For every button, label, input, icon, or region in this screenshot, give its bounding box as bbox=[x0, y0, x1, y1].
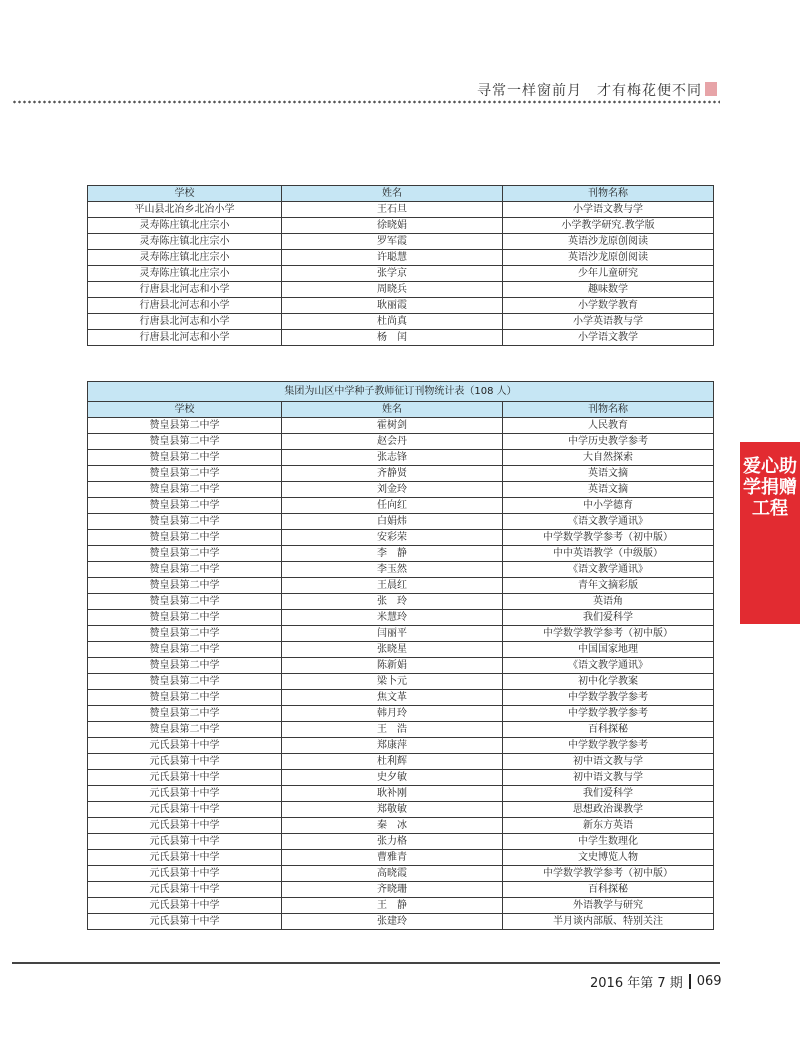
cell-journal: 百科探秘 bbox=[503, 882, 714, 898]
table-row bbox=[88, 898, 714, 914]
cell-school: 赞皇县第二中学 bbox=[88, 562, 282, 578]
header-school: 学校 bbox=[88, 402, 282, 418]
header-school: 学校 bbox=[88, 186, 282, 202]
table-row bbox=[88, 658, 714, 674]
header-journal: 刊物名称 bbox=[503, 402, 714, 418]
cell-name: 齐晓珊 bbox=[282, 882, 503, 898]
page-number: 069 bbox=[696, 974, 722, 989]
cell-journal: 中小学德育 bbox=[503, 498, 714, 514]
cell-journal: 英语沙龙原创阅读 bbox=[503, 234, 714, 250]
cell-name: 张力格 bbox=[282, 834, 503, 850]
footer-divider bbox=[12, 962, 720, 964]
side-tab-label: 爱心助学捐赠工程 bbox=[743, 456, 797, 519]
cell-journal: 初中语文教与学 bbox=[503, 770, 714, 786]
cell-school: 赞皇县第二中学 bbox=[88, 578, 282, 594]
cell-school: 赞皇县第二中学 bbox=[88, 482, 282, 498]
cell-name: 焦文革 bbox=[282, 690, 503, 706]
cell-name: 张 玲 bbox=[282, 594, 503, 610]
table-caption-row bbox=[88, 382, 714, 402]
cell-journal: 小学语文教与学 bbox=[503, 202, 714, 218]
cell-journal: 文史博览人物 bbox=[503, 850, 714, 866]
cell-name: 王 浩 bbox=[282, 722, 503, 738]
cell-journal: 小学语文教学 bbox=[503, 330, 714, 346]
cell-name: 张志锋 bbox=[282, 450, 503, 466]
cell-school: 元氏县第十中学 bbox=[88, 802, 282, 818]
cell-journal: 初中化学教案 bbox=[503, 674, 714, 690]
cell-name: 高晓霞 bbox=[282, 866, 503, 882]
table-row bbox=[88, 514, 714, 530]
cell-journal: 中学数学教学参考（初中版） bbox=[503, 866, 714, 882]
table-row bbox=[88, 434, 714, 450]
cell-name: 王石旦 bbox=[282, 202, 503, 218]
cell-name: 徐晓娟 bbox=[282, 218, 503, 234]
table-row bbox=[88, 754, 714, 770]
table-header-row bbox=[88, 402, 714, 418]
table-row bbox=[88, 738, 714, 754]
cell-school: 赞皇县第二中学 bbox=[88, 530, 282, 546]
cell-school: 行唐县北河志和小学 bbox=[88, 298, 282, 314]
table-row bbox=[88, 330, 714, 346]
table-row bbox=[88, 202, 714, 218]
cell-journal: 中学数学教学参考 bbox=[503, 706, 714, 722]
cell-journal: 英语沙龙原创阅读 bbox=[503, 250, 714, 266]
table-row bbox=[88, 578, 714, 594]
cell-school: 赞皇县第二中学 bbox=[88, 594, 282, 610]
cell-school: 元氏县第十中学 bbox=[88, 850, 282, 866]
cell-school: 赞皇县第二中学 bbox=[88, 466, 282, 482]
table-row bbox=[88, 674, 714, 690]
cell-journal: 外语教学与研究 bbox=[503, 898, 714, 914]
cell-school: 元氏县第十中学 bbox=[88, 834, 282, 850]
cell-school: 元氏县第十中学 bbox=[88, 882, 282, 898]
cell-journal: 小学英语教与学 bbox=[503, 314, 714, 330]
table-row bbox=[88, 530, 714, 546]
cell-name: 陈新娟 bbox=[282, 658, 503, 674]
cell-name: 米慧玲 bbox=[282, 610, 503, 626]
cell-school: 赞皇县第二中学 bbox=[88, 450, 282, 466]
cell-name: 郑康萍 bbox=[282, 738, 503, 754]
cell-name: 郑敬敏 bbox=[282, 802, 503, 818]
cell-journal: 新东方英语 bbox=[503, 818, 714, 834]
cell-name: 张晓星 bbox=[282, 642, 503, 658]
cell-journal: 初中语文教与学 bbox=[503, 754, 714, 770]
cell-name: 耿补刚 bbox=[282, 786, 503, 802]
cell-school: 赞皇县第二中学 bbox=[88, 546, 282, 562]
cell-name: 赵会丹 bbox=[282, 434, 503, 450]
table-row bbox=[88, 450, 714, 466]
cell-school: 平山县北冶乡北冶小学 bbox=[88, 202, 282, 218]
cell-school: 灵寿陈庄镇北庄宗小 bbox=[88, 234, 282, 250]
table-row bbox=[88, 818, 714, 834]
table-row bbox=[88, 626, 714, 642]
cell-school: 赞皇县第二中学 bbox=[88, 642, 282, 658]
cell-name: 张建玲 bbox=[282, 914, 503, 930]
cell-name: 杨 闰 bbox=[282, 330, 503, 346]
table-row bbox=[88, 466, 714, 482]
table-row bbox=[88, 266, 714, 282]
cell-journal: 《语文教学通讯》 bbox=[503, 658, 714, 674]
table-row bbox=[88, 218, 714, 234]
cell-name: 韩月玲 bbox=[282, 706, 503, 722]
table-body bbox=[88, 202, 714, 346]
footer-separator bbox=[689, 974, 691, 989]
cell-school: 赞皇县第二中学 bbox=[88, 610, 282, 626]
cell-journal: 中国国家地理 bbox=[503, 642, 714, 658]
table-row bbox=[88, 770, 714, 786]
cell-school: 赞皇县第二中学 bbox=[88, 626, 282, 642]
cell-school: 赞皇县第二中学 bbox=[88, 706, 282, 722]
cell-school: 行唐县北河志和小学 bbox=[88, 330, 282, 346]
cell-journal: 百科探秘 bbox=[503, 722, 714, 738]
table-row bbox=[88, 562, 714, 578]
cell-journal: 中中英语教学（中级版） bbox=[503, 546, 714, 562]
table-row bbox=[88, 786, 714, 802]
cell-school: 赞皇县第二中学 bbox=[88, 514, 282, 530]
cell-name: 王 静 bbox=[282, 898, 503, 914]
table-row bbox=[88, 690, 714, 706]
table-row bbox=[88, 722, 714, 738]
page-header-slogan: 寻常一样窗前月 才有梅花便不同 bbox=[477, 83, 702, 99]
cell-school: 赞皇县第二中学 bbox=[88, 498, 282, 514]
subscription-table-2 bbox=[87, 381, 714, 930]
header-dotted-divider bbox=[12, 100, 720, 104]
cell-name: 李 静 bbox=[282, 546, 503, 562]
cell-school: 赞皇县第二中学 bbox=[88, 690, 282, 706]
cell-name: 张学京 bbox=[282, 266, 503, 282]
cell-name: 曹雅青 bbox=[282, 850, 503, 866]
cell-journal: 英语角 bbox=[503, 594, 714, 610]
table-row bbox=[88, 850, 714, 866]
cell-journal: 英语文摘 bbox=[503, 482, 714, 498]
cell-school: 元氏县第十中学 bbox=[88, 898, 282, 914]
cell-journal: 中学历史教学参考 bbox=[503, 434, 714, 450]
cell-name: 秦 冰 bbox=[282, 818, 503, 834]
table-row bbox=[88, 610, 714, 626]
cell-name: 安彩荣 bbox=[282, 530, 503, 546]
cell-journal: 青年文摘彩版 bbox=[503, 578, 714, 594]
cell-school: 灵寿陈庄镇北庄宗小 bbox=[88, 250, 282, 266]
cell-journal: 中学生数理化 bbox=[503, 834, 714, 850]
table-body bbox=[88, 418, 714, 930]
cell-school: 元氏县第十中学 bbox=[88, 818, 282, 834]
cell-school: 元氏县第十中学 bbox=[88, 738, 282, 754]
cell-name: 周晓兵 bbox=[282, 282, 503, 298]
cell-school: 元氏县第十中学 bbox=[88, 866, 282, 882]
header-journal: 刊物名称 bbox=[503, 186, 714, 202]
table-row bbox=[88, 282, 714, 298]
cell-school: 行唐县北河志和小学 bbox=[88, 282, 282, 298]
cell-name: 梁卜元 bbox=[282, 674, 503, 690]
cell-journal: 我们爱科学 bbox=[503, 610, 714, 626]
cell-school: 赞皇县第二中学 bbox=[88, 418, 282, 434]
table-header-row bbox=[88, 186, 714, 202]
table-row bbox=[88, 498, 714, 514]
cell-journal: 小学数学教育 bbox=[503, 298, 714, 314]
cell-name: 任向红 bbox=[282, 498, 503, 514]
cell-journal: 中学数学教学参考（初中版） bbox=[503, 626, 714, 642]
table-row bbox=[88, 914, 714, 930]
header-marker bbox=[705, 82, 717, 96]
cell-school: 赞皇县第二中学 bbox=[88, 674, 282, 690]
cell-journal: 趣味数学 bbox=[503, 282, 714, 298]
subscription-table-1 bbox=[87, 185, 714, 346]
cell-journal: 《语文教学通讯》 bbox=[503, 562, 714, 578]
cell-name: 李玉然 bbox=[282, 562, 503, 578]
cell-journal: 《语文教学通讯》 bbox=[503, 514, 714, 530]
table-row bbox=[88, 802, 714, 818]
cell-name: 史夕敏 bbox=[282, 770, 503, 786]
table-row bbox=[88, 834, 714, 850]
cell-name: 许聪慧 bbox=[282, 250, 503, 266]
cell-name: 闫丽平 bbox=[282, 626, 503, 642]
cell-journal: 大自然探索 bbox=[503, 450, 714, 466]
header-name: 姓名 bbox=[282, 402, 503, 418]
table-row bbox=[88, 706, 714, 722]
cell-name: 耿丽霞 bbox=[282, 298, 503, 314]
cell-school: 赞皇县第二中学 bbox=[88, 658, 282, 674]
table-row bbox=[88, 866, 714, 882]
table-row bbox=[88, 298, 714, 314]
cell-name: 刘金玲 bbox=[282, 482, 503, 498]
table-row bbox=[88, 314, 714, 330]
cell-school: 元氏县第十中学 bbox=[88, 914, 282, 930]
cell-journal: 英语文摘 bbox=[503, 466, 714, 482]
cell-name: 王晨红 bbox=[282, 578, 503, 594]
cell-name: 霍树剑 bbox=[282, 418, 503, 434]
cell-journal: 思想政治课教学 bbox=[503, 802, 714, 818]
cell-school: 赞皇县第二中学 bbox=[88, 434, 282, 450]
cell-school: 元氏县第十中学 bbox=[88, 786, 282, 802]
table-row bbox=[88, 642, 714, 658]
cell-journal: 小学教学研究.教学版 bbox=[503, 218, 714, 234]
cell-school: 元氏县第十中学 bbox=[88, 754, 282, 770]
cell-name: 白娟炜 bbox=[282, 514, 503, 530]
cell-name: 罗军霞 bbox=[282, 234, 503, 250]
cell-school: 元氏县第十中学 bbox=[88, 770, 282, 786]
table-row bbox=[88, 882, 714, 898]
cell-name: 齐静贤 bbox=[282, 466, 503, 482]
cell-journal: 人民教育 bbox=[503, 418, 714, 434]
cell-school: 赞皇县第二中学 bbox=[88, 722, 282, 738]
page-footer bbox=[590, 972, 722, 991]
issue-label: 2016 年第 7 期 bbox=[590, 976, 683, 991]
cell-journal: 中学数学教学参考 bbox=[503, 738, 714, 754]
header-name: 姓名 bbox=[282, 186, 503, 202]
table-row bbox=[88, 546, 714, 562]
cell-journal: 中学数学教学参考（初中版） bbox=[503, 530, 714, 546]
cell-name: 杜利辉 bbox=[282, 754, 503, 770]
cell-school: 灵寿陈庄镇北庄宗小 bbox=[88, 218, 282, 234]
cell-school: 行唐县北河志和小学 bbox=[88, 314, 282, 330]
table-row bbox=[88, 250, 714, 266]
cell-school: 灵寿陈庄镇北庄宗小 bbox=[88, 266, 282, 282]
table-row bbox=[88, 482, 714, 498]
table-row bbox=[88, 594, 714, 610]
table-row bbox=[88, 234, 714, 250]
section-side-tab bbox=[740, 442, 800, 624]
table-caption: 集团为山区中学种子教师征订刊物统计表（108 人） bbox=[88, 382, 714, 402]
cell-journal: 半月谈内部版、特别关注 bbox=[503, 914, 714, 930]
table-row bbox=[88, 418, 714, 434]
cell-journal: 少年儿童研究 bbox=[503, 266, 714, 282]
cell-journal: 我们爱科学 bbox=[503, 786, 714, 802]
cell-journal: 中学数学教学参考 bbox=[503, 690, 714, 706]
cell-name: 杜尚真 bbox=[282, 314, 503, 330]
